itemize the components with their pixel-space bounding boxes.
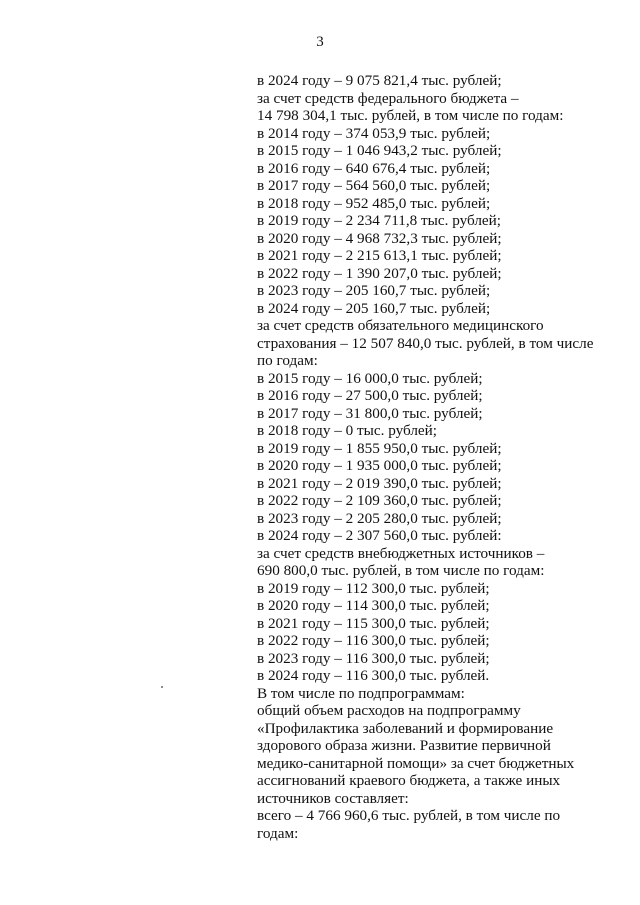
text-line: за счет средств федерального бюджета – [257,89,519,107]
text-line: в 2023 году – 116 300,0 тыс. рублей; [257,649,490,667]
text-line: в 2019 году – 2 234 711,8 тыс. рублей; [257,212,502,229]
text-line: страхования – 12 507 840,0 тыс. рублей, в том числе [257,334,594,352]
text-line: в 2017 году – 31 800,0 тыс. рублей; [257,404,483,422]
text-line: в 2021 году – 2 215 613,1 тыс. рублей; [257,247,502,264]
document-body [257,72,597,842]
text-line: 690 800,0 тыс. рублей, в том числе по годам: [257,562,545,579]
text-line: в 2020 году – 4 968 732,3 тыс. рублей; [257,229,502,247]
text-line: источников составляет: [257,789,409,807]
text-line: в 2021 году – 2 019 390,0 тыс. рублей; [257,474,502,492]
text-line: 14 798 304,1 тыс. рублей, в том числе по годам: [257,107,564,124]
text-line: в 2016 году – 640 676,4 тыс. рублей; [257,159,491,177]
text-line: общий объем расходов на подпрограмму [257,702,521,719]
text-line: в 2016 году – 27 500,0 тыс. рублей; [257,387,483,404]
text-line: в 2023 году – 2 205 280,0 тыс. рублей; [257,509,502,527]
text-line: в 2024 году – 205 160,7 тыс. рублей; [257,299,491,317]
text-line: в 2020 году – 1 935 000,0 тыс. рублей; [257,457,502,474]
text-line: в 2024 году – 9 075 821,4 тыс. рублей; [257,72,502,89]
text-line: в 2014 году – 374 053,9 тыс. рублей; [257,124,491,142]
text-line: В том числе по подпрограммам: [257,684,465,702]
text-line: за счет средств внебюджетных источников – [257,544,545,562]
text-line: в 2022 году – 1 390 207,0 тыс. рублей; [257,264,502,282]
text-line: в 2019 году – 112 300,0 тыс. рублей; [257,579,490,597]
text-line: в 2020 году – 114 300,0 тыс. рублей; [257,597,490,614]
text-line: в 2015 году – 16 000,0 тыс. рублей; [257,369,483,387]
text-line: всего – 4 766 960,6 тыс. рублей, в том числе по [257,807,561,824]
text-line: в 2022 году – 2 109 360,0 тыс. рублей; [257,492,502,509]
text-line: в 2019 году – 1 855 950,0 тыс. рублей; [257,439,502,457]
text-line: в 2018 году – 952 485,0 тыс. рублей; [257,194,491,212]
text-line: в 2018 году – 0 тыс. рублей; [257,422,438,439]
text-line: в 2022 году – 116 300,0 тыс. рублей; [257,632,490,649]
text-line: медико-санитарной помощи» за счет бюджетных [257,754,575,772]
scan-speck [161,686,163,688]
text-line: здорового образа жизни. Развитие первичной [257,737,551,754]
text-line: за счет средств обязательного медицинского [257,317,544,334]
text-line: в 2023 году – 205 160,7 тыс. рублей; [257,282,491,299]
text-line: в 2024 году – 2 307 560,0 тыс. рублей: [257,527,502,544]
text-line: в 2021 году – 115 300,0 тыс. рублей; [257,614,490,632]
text-line: «Профилактика заболеваний и формирование [257,719,554,737]
text-line: в 2015 году – 1 046 943,2 тыс. рублей; [257,142,502,159]
text-line: в 2017 году – 564 560,0 тыс. рублей; [257,177,491,194]
text-line: ассигнований краевого бюджета, а также иных [257,772,561,789]
text-line: в 2024 году – 116 300,0 тыс. рублей. [257,667,490,684]
page-number: 3 [316,34,324,50]
text-line: по годам: [257,352,318,369]
text-line: годам: [257,824,299,842]
